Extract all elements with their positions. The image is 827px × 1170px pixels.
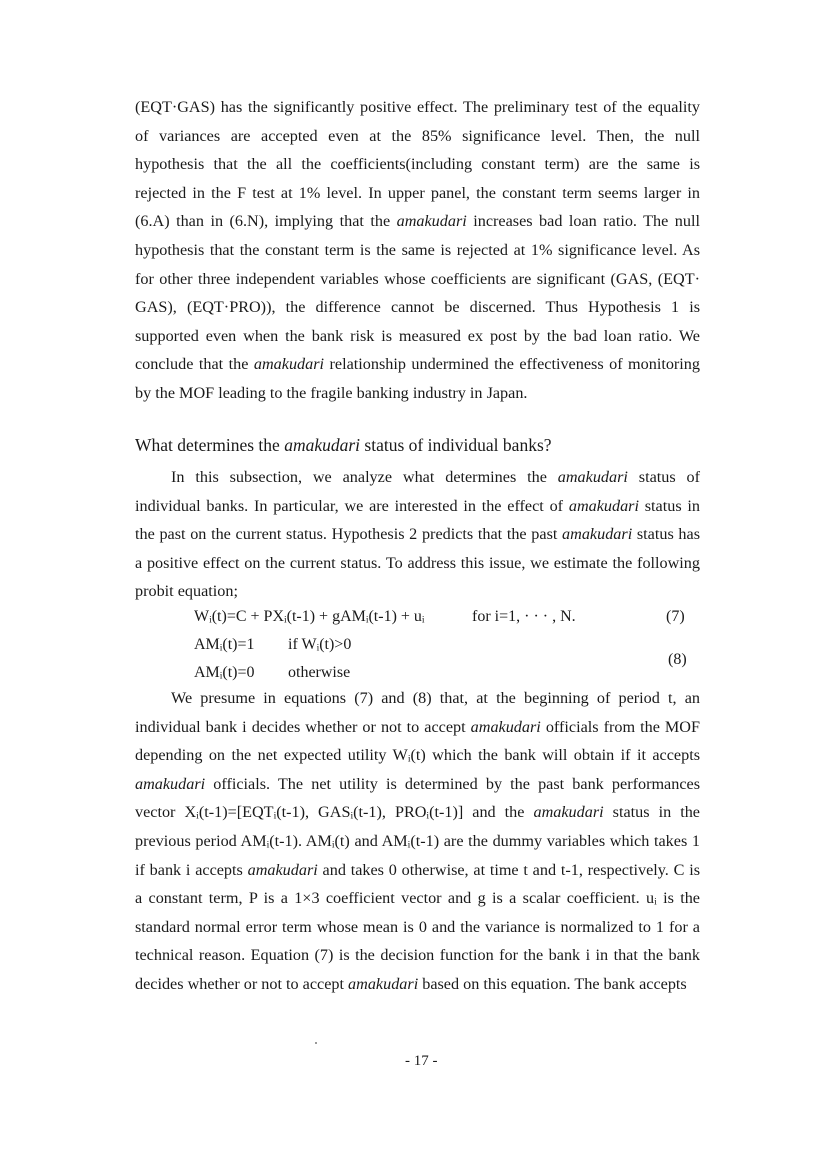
italic-term: amakudari (348, 974, 419, 993)
italic-term: amakudari (247, 860, 318, 879)
text-line: probit equation; (135, 582, 238, 601)
text-line: a positive effect on the current status. To address this issue, we estimate the following (135, 553, 700, 572)
italic-term: amakudari (533, 803, 604, 822)
equation-8a-condition: if Wᵢ(t)>0 (288, 636, 352, 653)
text-line: standard normal error term whose mean is 0 and the variance is normalized to 1 for a (135, 917, 700, 936)
text-line: by the MOF leading to the fragile banking industry in Japan. (135, 383, 528, 402)
paragraph-hypothesis1-results (135, 93, 700, 408)
italic-term: amakudari (396, 212, 467, 231)
text-line: rejected in the F test at 1% level. In upper panel, the constant term seems larger in (135, 183, 700, 202)
italic-term: amakudari (568, 496, 639, 515)
heading-text-italic: amakudari (284, 435, 361, 455)
text-line: depending on the net expected utility Wᵢ(t) which the bank will obtain if it accepts (135, 746, 700, 765)
text-line: We presume in equations (7) and (8) that, at the beginning of period t, an (171, 689, 700, 707)
paragraph-model-explanation (135, 684, 700, 999)
equation-7-number: (7) (666, 608, 685, 625)
heading-text-after: status of individual banks? (360, 435, 552, 455)
paragraph-probit-intro (135, 463, 700, 606)
text-line: for other three independent variables whose coefficients are significant (GAS, (EQT· (135, 269, 700, 288)
text-line: decides whether or not to accept amakudari based on this equation. The bank accepts (135, 974, 687, 993)
text-line: a constant term, P is a 1×3 coefficient vector and g is a scalar coefficient. uᵢ is the (135, 889, 700, 908)
text-line: (6.A) than in (6.N), implying that the amakudari increases bad loan ratio. The null (135, 212, 700, 231)
equation-7-range: for i=1, · · · , N. (472, 608, 576, 625)
text-line: the past on the current status. Hypothesis 2 predicts that the past amakudari status has (135, 525, 700, 544)
equation-8b-condition: otherwise (288, 664, 351, 681)
heading-text-before: What determines the (135, 435, 285, 455)
equation-8-number: (8) (668, 651, 687, 668)
text-line: technical reason. Equation (7) is the decision function for the bank i in that the bank (135, 946, 700, 965)
equation-7-lhs: Wᵢ(t)=C + PXᵢ(t-1) + gAMᵢ(t-1) + uᵢ (194, 608, 425, 625)
text-line: supported even when the bank risk is measured ex post by the bad loan ratio. We (135, 326, 700, 345)
text-line: individual bank i decides whether or not to accept amakudari officials from the MOF (135, 717, 700, 736)
section-heading (135, 435, 552, 456)
text-line: (EQT·GAS) has the significantly positive effect. The preliminary test of the equality (135, 98, 700, 116)
text-line: individual banks. In particular, we are interested in the effect of amakudari status in (135, 496, 700, 515)
equation-8a-lhs: AMᵢ(t)=1 (194, 636, 255, 653)
text-line: In this subsection, we analyze what determines the amakudari status of (171, 468, 700, 486)
text-line: if bank i accepts amakudari and takes 0 otherwise, at time t and t-1, respectively. C is (135, 860, 701, 879)
page-number: - 17 - (405, 1053, 438, 1069)
text-line: GAS), (EQT·PRO)), the difference cannot be discerned. Thus Hypothesis 1 is (135, 298, 700, 317)
italic-term: amakudari (253, 355, 325, 374)
italic-term: amakudari (135, 774, 206, 793)
text-line: vector Xᵢ(t-1)=[EQTᵢ(t-1), GASᵢ(t-1), PROᵢ(t-1)] and the amakudari status in the (135, 803, 700, 822)
equation-8b-lhs: AMᵢ(t)=0 (194, 664, 255, 681)
italic-term: amakudari (562, 525, 633, 544)
text-line: conclude that the amakudari relationship undermined the effectiveness of monitoring (135, 355, 700, 374)
scan-mark (315, 1042, 317, 1044)
text-line: amakudari officials. The net utility is determined by the past bank performances (135, 774, 700, 793)
text-line: of variances are accepted even at the 85% significance level. Then, the null (135, 126, 700, 145)
text-line: previous period AMᵢ(t-1). AMᵢ(t) and AMᵢ(t-1) are the dummy variables which takes 1 (135, 831, 700, 850)
text-line: hypothesis that the constant term is the same is rejected at 1% significance level. As (135, 240, 700, 259)
italic-term: amakudari (557, 468, 628, 486)
text-line: hypothesis that the all the coefficients(including constant term) are the same is (135, 155, 700, 174)
italic-term: amakudari (470, 717, 541, 736)
